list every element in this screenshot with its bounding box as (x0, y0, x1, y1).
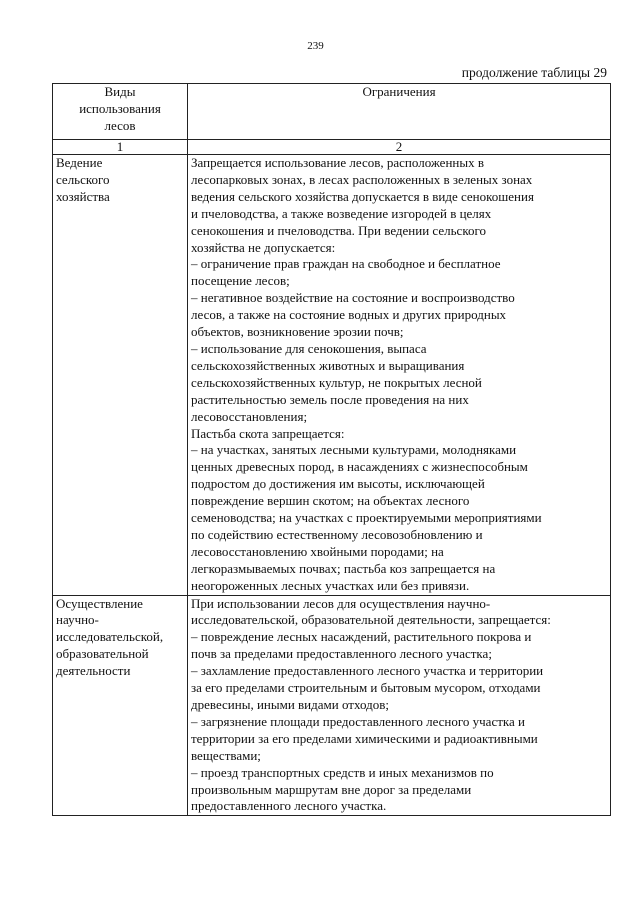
header-line: лесов (104, 117, 136, 133)
table-continuation-label: продолжение таблицы 29 (461, 65, 607, 80)
header-restrictions: Ограничения (188, 84, 611, 140)
text-line: – негативное воздействие на состояние и воспроизводство (191, 290, 515, 306)
text-line: подростом до достижения им высоты, исключающей (191, 476, 485, 492)
text-line: лесопарковых зонах, в лесах расположенных в зеленых зонах (191, 171, 533, 187)
text-line: образовательной (56, 646, 149, 662)
page-number: 239 (307, 40, 324, 52)
header-forest-use-types (53, 84, 188, 140)
text-line: – на участках, занятых лесными культурами, молодняками (191, 442, 517, 458)
text-line: Запрещается использование лесов, расположенных в (191, 155, 484, 170)
text-line: исследовательской, (56, 629, 164, 645)
text-line: При использовании лесов для осуществления научно- (191, 595, 491, 611)
text-line: Ведение (56, 155, 103, 170)
text-line: объектов, возникновение эрозии почв; (191, 324, 404, 340)
column-number: 1 (53, 140, 188, 155)
header-line: Виды (104, 84, 136, 99)
text-line: лесов, а также на состояние водных и других природных (191, 307, 507, 323)
text-line: почв за пределами предоставленного лесного участка; (191, 646, 492, 662)
text-line: сенокошения и пчеловодства. При ведении сельского (191, 222, 486, 238)
text-line: повреждение вершин скотом; на объектах лесного (191, 493, 470, 509)
text-line: древесины, иными видами отходов; (191, 697, 389, 712)
text-line: Осуществление (56, 595, 143, 611)
table-row (53, 155, 611, 596)
column-number-row (53, 140, 611, 155)
text-line: Пастьба скота запрещается: (191, 425, 345, 441)
text-line: – ограничение прав граждан на свободное и бесплатное (191, 256, 501, 272)
text-line: территории за его пределами химическими и радиоактивными (191, 730, 538, 746)
text-line: хозяйства (56, 188, 110, 204)
text-line: произвольным маршрутам вне дорог за пределами (191, 781, 472, 797)
text-line: семеноводства; на участках с проектируемыми мероприятиями (191, 510, 542, 526)
text-line: сельского (56, 171, 110, 187)
column-number: 2 (188, 140, 611, 155)
text-line: неогороженных лесных участках или без привязи. (191, 577, 470, 593)
text-line: ценных древесных пород, в насаждениях с жизнеспособным (191, 459, 528, 475)
text-line: веществами; (191, 747, 261, 763)
text-line: и пчеловодства, а также возведение изгородей в целях (191, 205, 492, 221)
text-line: сельскохозяйственных животных и выращивания (191, 357, 465, 373)
text-line: ведения сельского хозяйства допускается в виде сенокошения (191, 188, 534, 204)
text-line: хозяйства не допускается: (191, 239, 336, 255)
text-line: деятельности (56, 663, 131, 679)
text-line: сельскохозяйственных культур, не покрытых лесной (191, 374, 482, 390)
text-line: научно- (56, 612, 99, 628)
text-line: – использование для сенокошения, выпаса (191, 340, 427, 356)
text-line: за его пределами строительным и бытовым мусором, отходами (191, 680, 541, 696)
text-line: посещение лесов; (191, 273, 290, 289)
text-line: легкоразмываемых почвах; пастьба коз запрещается на (191, 560, 496, 576)
text-line: – повреждение лесных насаждений, растительного покрова и (191, 629, 532, 645)
table-header-row (53, 84, 611, 140)
forest-use-type-cell (53, 155, 188, 596)
text-line: по содействию естественному лесовозобновлению и (191, 526, 483, 542)
text-line: исследовательской, образовательной деятельности, запрещается: (191, 612, 551, 628)
table-row (53, 595, 611, 816)
text-line: лесовосстановлению хвойными породами; на (191, 543, 444, 559)
restrictions-cell (188, 155, 611, 596)
text-line: – проезд транспортных средств и иных механизмов по (191, 764, 494, 780)
forest-use-type-cell (53, 595, 188, 816)
restrictions-cell (188, 595, 611, 816)
text-line: лесовосстановления; (191, 408, 308, 424)
text-line: – захламление предоставленного лесного участка и территории (191, 663, 544, 679)
text-line: – загрязнение площади предоставленного лесного участка и (191, 713, 526, 729)
text-line: растительностью земель после проведения на них (191, 391, 469, 407)
header-line: использования (79, 100, 161, 116)
forest-use-restrictions-table (52, 83, 611, 816)
text-line: предоставленного лесного участка. (191, 798, 387, 814)
